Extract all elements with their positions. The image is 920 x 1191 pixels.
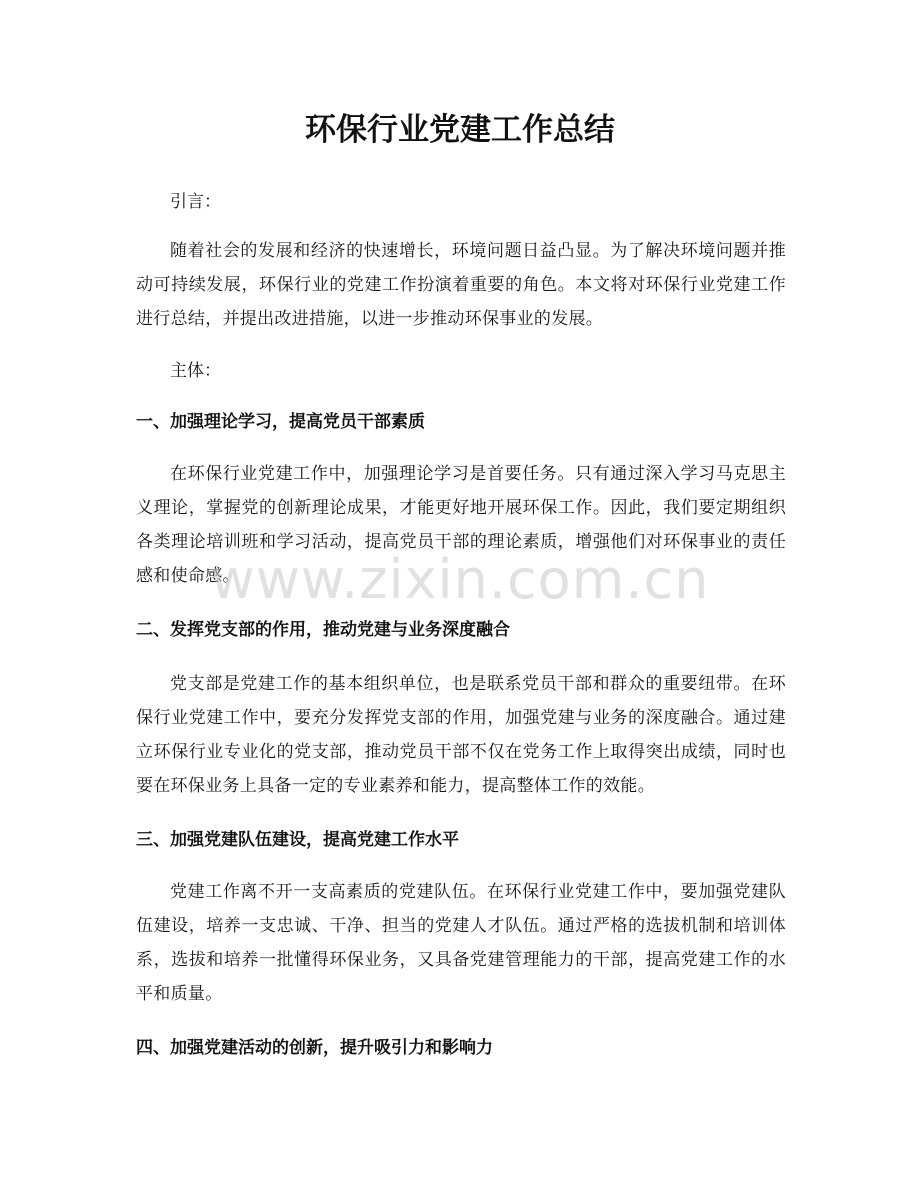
document-title: 环保行业党建工作总结 [305, 112, 615, 148]
section-1-heading: 一、加强理论学习，提高党员干部素质 [136, 412, 425, 432]
section-3-heading: 三、加强党建队伍建设，提高党建工作水平 [136, 830, 459, 850]
section-1-paragraph: 在环保行业党建工作中，加强理论学习是首要任务。只有通过深入学习马克思主义理论，掌握党的创新理论成果，才能更好地开展环保工作。因此，我们要定期组织各类理论培训班和学习活动，提高党员干部的理论素质，增强他们对环保事业的责任感和使命感。 [136, 464, 786, 586]
section-2-paragraph: 党支部是党建工作的基本组织单位，也是联系党员干部和群众的重要纽带。在环保行业党建工作中，要充分发挥党支部的作用，加强党建与业务的深度融合。通过建立环保行业专业化的党支部，推动党员干部不仅在党务工作上取得突出成绩，同时也要在环保业务上具备一定的专业素养和能力，提高整体工作的效能。 [136, 674, 786, 796]
intro-label: 引言： [170, 192, 221, 212]
section-3-paragraph: 党建工作离不开一支高素质的党建队伍。在环保行业党建工作中，要加强党建队伍建设，培养一支忠诚、干净、担当的党建人才队伍。通过严格的选拔机制和培训体系，选拔和培养一批懂得环保业务，又具备党建管理能力的干部，提高党建工作的水平和质量。 [136, 882, 786, 1004]
section-4-heading: 四、加强党建活动的创新，提升吸引力和影响力 [136, 1038, 493, 1058]
section-2-heading: 二、发挥党支部的作用，推动党建与业务深度融合 [136, 620, 510, 640]
intro-paragraph: 随着社会的发展和经济的快速增长，环境问题日益凸显。为了解决环境问题并推动可持续发展，环保行业的党建工作扮演着重要的角色。本文将对环保行业党建工作进行总结，并提出改进措施，以进一步推动环保事业的发展。 [136, 241, 786, 329]
watermark-text: www.zixin.com.cn [210, 548, 710, 611]
body-label: 主体： [170, 361, 221, 381]
